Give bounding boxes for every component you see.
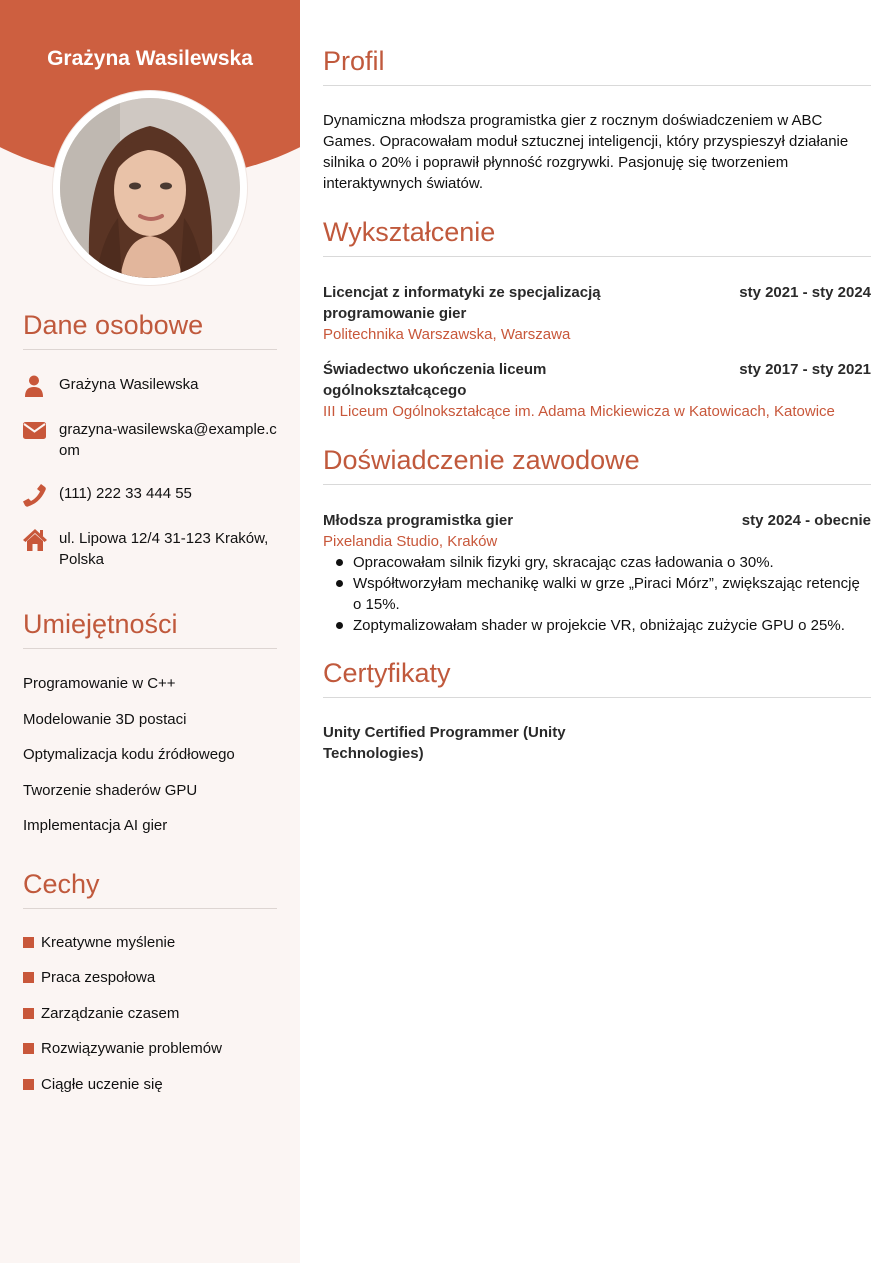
square-bullet-icon (23, 972, 34, 983)
personal-title: Dane osobowe (23, 310, 277, 350)
skills-section (23, 609, 277, 839)
trait-label: Zarządzanie czasem (41, 1005, 180, 1022)
traits-section (23, 869, 277, 1099)
list-item: Zoptymalizowałam shader w projekcie VR, obniżając zużycie GPU o 25%. (323, 615, 871, 636)
education-date: sty 2021 - sty 2024 (739, 284, 871, 301)
education-entry (323, 282, 871, 345)
trait-label: Kreatywne myślenie (41, 934, 176, 951)
trait-item (23, 969, 155, 986)
education-entry (323, 359, 871, 422)
square-bullet-icon (23, 1043, 34, 1054)
contact-phone[interactable]: (111) 222 33 444 55 (59, 485, 192, 502)
square-bullet-icon (23, 937, 34, 948)
profile-title: Profil (323, 46, 871, 86)
job-company: Pixelandia Studio, Kraków (323, 533, 498, 550)
profile-text: Dynamiczna młodsza programistka gier z rocznym doświadczeniem w ABC Games. Opracowałam moduł sztucznej inteligencji, który przyspieszył działanie silnika o 20% i poprawił płynność rozgrywki. Pasjonuję się tworzeniem interaktywnych światów. (323, 112, 849, 192)
contact-address: ul. Lipowa 12/4 31-123 Kraków, Polska (59, 530, 269, 568)
sidebar (0, 0, 300, 1263)
trait-label: Ciągłe uczenie się (41, 1076, 163, 1093)
trait-item (23, 1076, 163, 1093)
experience-title: Doświadczenie zawodowe (323, 445, 871, 485)
profile-photo (60, 98, 240, 278)
skill-item: Implementacja AI gier (23, 817, 168, 834)
contact-name-row (23, 374, 277, 398)
education-degree: Świadectwo ukończenia liceum ogólnokształcącego (323, 361, 547, 399)
personal-section (23, 310, 277, 580)
education-date: sty 2017 - sty 2021 (739, 361, 871, 378)
avatar (53, 91, 247, 285)
trait-label: Praca zespołowa (41, 969, 156, 986)
experience-entry (323, 510, 871, 636)
user-icon (23, 374, 59, 398)
trait-item (23, 934, 175, 951)
skill-item: Modelowanie 3D postaci (23, 711, 187, 728)
education-school: III Liceum Ogólnokształcące im. Adama Mickiewicza w Katowicach, Katowice (323, 403, 835, 420)
contact-phone-row (23, 483, 277, 507)
phone-icon (23, 483, 59, 507)
square-bullet-icon (23, 1079, 34, 1090)
contact-email-row (23, 419, 277, 461)
home-icon (23, 528, 59, 552)
skill-item: Programowanie w C++ (23, 675, 176, 692)
trait-item (23, 1005, 179, 1022)
skill-item: Tworzenie shaderów GPU (23, 782, 198, 799)
main-content (323, 0, 871, 1263)
job-achievements (323, 552, 871, 636)
portrait-image (60, 98, 240, 278)
job-title: Młodsza programistka gier (323, 512, 514, 529)
contact-email[interactable]: grazyna-wasilewska@example.com (59, 421, 277, 459)
education-school: Politechnika Warszawska, Warszawa (323, 326, 571, 343)
skills-title: Umiejętności (23, 609, 277, 649)
envelope-icon (23, 419, 59, 443)
education-title: Wykształcenie (323, 217, 871, 257)
contact-name: Grażyna Wasilewska (59, 376, 199, 393)
certificate-item: Unity Certified Programmer (Unity Technologies) (323, 724, 566, 762)
list-item: Współtworzyłam mechanikę walki w grze „Piraci Mórz”, zwiększając retencję o 15%. (323, 573, 871, 615)
candidate-name: Grażyna Wasilewska (47, 47, 253, 70)
job-date: sty 2024 - obecnie (741, 512, 871, 529)
skill-item: Optymalizacja kodu źródłowego (23, 746, 235, 763)
contact-address-row (23, 528, 277, 570)
trait-item (23, 1040, 222, 1057)
traits-title: Cechy (23, 869, 277, 909)
education-degree: Licencjat z informatyki ze specjalizacją programowanie gier (323, 284, 601, 322)
trait-label: Rozwiązywanie problemów (41, 1040, 222, 1057)
list-item: Opracowałam silnik fizyki gry, skracając czas ładowania o 30%. (323, 552, 871, 573)
square-bullet-icon (23, 1008, 34, 1019)
certificates-title: Certyfikaty (323, 658, 871, 698)
